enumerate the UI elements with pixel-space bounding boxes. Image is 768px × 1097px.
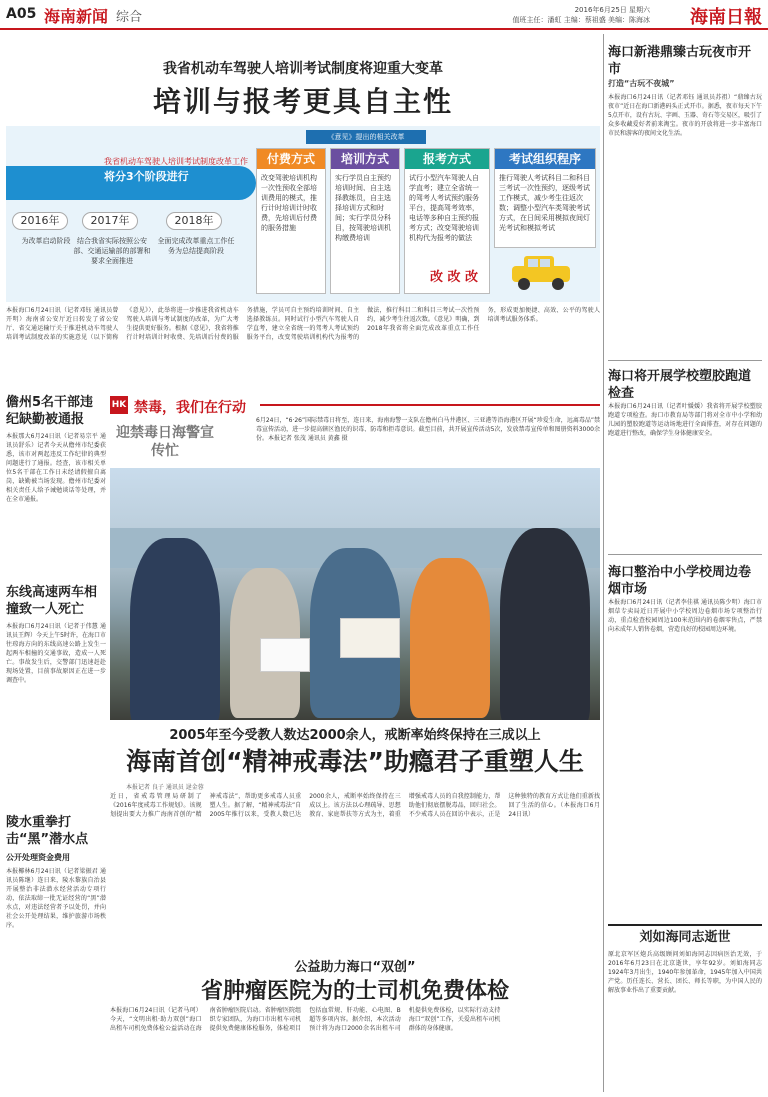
banner-title: 禁毒，我们在行动 <box>134 400 246 416</box>
brief-article <box>6 584 106 814</box>
right-article <box>608 564 762 914</box>
newspaper-logo: 海南日報 <box>690 7 762 28</box>
method-body: 实行学员自主预约培训时间、自主选择教练员，自主选择培训方式和时间；实行学员分科目，按驾驶培训机构缴费培训 <box>335 174 391 242</box>
leaflet <box>260 638 310 672</box>
right-article-title: 海口将开展学校塑胶跑道检查 <box>608 369 752 401</box>
year-pill-2016: 2016年 <box>12 212 68 230</box>
staff-credits: 值班主任：潘虹 主编：蔡祖盛 美编：陈海冰 <box>512 16 650 24</box>
phase-title: 我省机动车驾驶人培训考试制度改革工作 <box>104 157 248 166</box>
photo-person <box>500 528 590 720</box>
story2-deck: 2005年至今受教人数达2000余人，戒断率始终保持在三成以上 <box>169 728 541 743</box>
right-article <box>608 368 762 548</box>
year-note-2018: 全面完成改革重点工作任务为总结提高阶段 <box>157 237 235 255</box>
section-subtitle: 综合 <box>116 10 143 25</box>
story2-byline: 本报记者 良子 通讯员 逯金蓉 <box>126 784 204 791</box>
brief-title: 儋州5名干部违纪缺勤被通报 <box>6 395 94 427</box>
right-article-body: 本报海口6月24日讯（记者邓钰 通讯员苏祖）“鼎臻古玩夜市”近日在海口新港码头正式开市。据悉，夜市每天下午5点开市，设有古玩、字画、玉器、奇石等交易区，吸引了众多收藏爱好者前来淘宝。夜市的开放将进一步丰富海口市民和游客的夜间文化生活。 <box>608 94 762 137</box>
right-rule <box>608 554 762 555</box>
phase-main: 将分3个阶段进行 <box>104 170 189 183</box>
lead-headline: 培训与报考更具自主性 <box>152 85 453 118</box>
right-article-subtitle: 打造“古玩不夜城” <box>608 79 675 88</box>
right-rule <box>608 360 762 361</box>
brief-title: 陵水重拳打击“黑”潜水点 <box>6 815 89 847</box>
news-photo <box>110 468 600 720</box>
method-body: 推行驾驶人考试科目二和科目三考试一次性预约，逐级考试工作模式，减少考生往返次数；调整小型汽车类驾驶考试方式，在日间采用模拟夜间灯光考试和模拟考试 <box>499 174 590 232</box>
section-title: 海南新闻 <box>44 7 109 26</box>
obituary-title: 刘如海同志逝世 <box>608 924 762 946</box>
method-title: 考试组织程序 <box>495 149 595 169</box>
lead-kicker: 我省机动车驾驶人培训考试制度将迎重大变革 <box>163 61 443 77</box>
method-card-exam <box>494 148 596 248</box>
brief-body: 本报海口6月24日讯（记者于伟慧 通讯员王辉）今天上午5时许，在海口市往琼海方向的东线高速公路上发生一起两车相撞的交通事故，造成一人死亡。事故发生后，交警部门迅速赶赴现场处置，目前事故原因正在进一步调查中。 <box>6 623 106 684</box>
story3-deck: 公益助力海口“双创” <box>294 960 416 975</box>
photo-person <box>410 558 490 718</box>
issue-date: 2016年6月25日 星期六 <box>574 6 650 14</box>
banner-rule <box>260 404 600 406</box>
reform-stamp: 改 改 改 <box>430 270 479 285</box>
year-note-2017: 结合我省实际按照公安部、交通运输部的部署和要求全面推进 <box>73 237 151 265</box>
photo-side-title: 迎禁毒日海警宣传忙 <box>116 425 214 459</box>
column-divider <box>603 34 604 1092</box>
photo-caption: 6月24日，“6·26”国际禁毒日将至，连日来，海南海警一支队在儋州白马井港区、三亚港等沿海港区开展“珍爱生命，远离毒品”禁毒宣传活动，进一步提高辖区渔民的识毒、防毒和拒毒意识。截至目前，共开展宣传活动5次，发放禁毒宣传单和图册资料3000余份。本报记者 张茂 通讯员 黄鑫 摄 <box>256 417 600 442</box>
brief-subtitle: 公开处理资金费用 <box>6 853 70 862</box>
brief-article <box>6 394 106 584</box>
story2-headline: 海南首创“精神戒毒法”助瘾君子重塑人生 <box>126 747 584 776</box>
leaflet <box>340 618 400 658</box>
year-pill-2018: 2018年 <box>166 212 222 230</box>
brief-title: 东线高速两车相撞致一人死亡 <box>6 585 98 617</box>
story3-body: 本报海口6月24日讯（记者马珂）今天，“文明出租·助力双创”海口出租车司机免费体检公益活动在海南省肿瘤医院启动。省肿瘤医院组织专家团队，为海口市出租车司机提供免费健康体检服务，体检项目包括血常规、肝功能、心电图、B超等多项内容。据介绍，本次活动预计将为海口2000余名出租车司机提供免费体检，以实际行动支持海口“双创”工作，关爱出租车司机群体的身体健康。 <box>110 1007 501 1032</box>
method-body: 改变驾驶培训机构一次性预收全部培训费用的模式，推行计时培训计时收费，先培训后付费的服务措施 <box>261 174 317 232</box>
obituary-body: 原北京军区炮兵高级顾问刘如海同志因病医治无效，于2016年6月23日在北京逝世，享年92岁。刘如海同志1924年3月出生，1940年参加革命，1945年加入中国共产党。历任连长、营长、团长、师长等职，为中国人民的解放事业作出了重要贡献。 <box>608 951 762 994</box>
right-article-title: 海口整治中小学校周边卷烟市场 <box>608 565 752 597</box>
right-article-body: 本报海口6月24日讯（记者李佳祺 通讯员陈少明）海口市烟草专卖局近日开展中小学校周边卷烟市场专项整治行动，重点检查校园周边100米范围内的卷烟零售点，严禁向未成年人销售卷烟，营造良好的校园周边环境。 <box>608 599 762 633</box>
method-title: 付费方式 <box>257 149 325 169</box>
reform-infographic <box>6 126 600 302</box>
year-pill-2017: 2017年 <box>82 212 138 230</box>
brief-body: 本报椰林6月24日讯（记者梁振君 通讯员陈继）连日来，陵水黎族自治县开展整治非法潜水经营活动专项行动，依法取缔一批无证经营的“黑”潜水点，对违法经营者予以处罚，并向社会公开处理结果，维护旅游市场秩序。 <box>6 868 106 929</box>
method-card-payment <box>256 148 326 294</box>
anti-drug-banner <box>110 396 600 414</box>
brief-body: 本报那大6月24日讯（记者易宗平 通讯员舒乐）记者今天从儋州市纪委获悉，该市对两起违反工作纪律的典型问题进行了通报。经查，该市相关单位5名干部在工作日未经请假擅自离岗，缺勤被当场发现。儋州市纪委对相关责任人给予诫勉谈话等处理，并在全市通报。 <box>6 433 106 503</box>
method-title: 培训方式 <box>331 149 399 169</box>
right-article-title: 海口新港鼎臻古玩夜市开市 <box>608 45 752 77</box>
method-body: 试行小型汽车驾驶人自学直考；建立全省统一的驾考人考试预约服务平台，提高驾考效率，电话等多种自主预约报考方式；改变驾驶培训机构代为报考的做法 <box>409 174 479 242</box>
year-note-2016: 为改革启动阶段 <box>21 237 71 245</box>
photo-person <box>130 538 220 720</box>
lead-article-body: 本报海口6月24日讯（记者邓钰 通讯员曾开明）海南省公安厅近日转发了省公安厅、省交通运输厅关于推进机动车驾驶人培训考试制度改革的实施意见（以下简称《意见》），此举将进一步推进我省机动车驾驶人培训与考试制度的改革，为广大考生提供更好服务。根据《意见》，我省将推行计时培训计时收费、先培训后付费的服务措施，学员可自主预约培训时间、自主选择教练员。同时试行小型汽车驾驶人自学直考，建立全省统一的驾考人考试预约服务平台，改变驾驶培训机构代为报考的做法，推行科目二和科目三考试一次性预约，减少考生往返次数。《意见》明确，到2018年我省将全面完成改革重点工作任务，形成更加便捷、高效、公平的驾驶人培训考试服务体系。 <box>6 307 600 341</box>
story3-headline: 省肿瘤医院为的士司机免费体检 <box>200 979 509 1004</box>
left-briefs-column <box>6 394 106 1097</box>
story2-body: 近日，省戒毒管理局研制了《2016年度戒毒工作规划》。该规划提出要大力推广海南首创的“精神戒毒法”，帮助更多戒毒人员重塑人生。据了解，“精神戒毒法”自2005年推行以来，受教人数已达2000余人，戒断率始终保持在三成以上。该方法以心理疏导、思想教育、家庭帮扶等方式为主，着重增强戒毒人员的自我控制能力，帮助他们彻底摆脱毒品，回归社会。不少戒毒人员在回访中表示，正是这种独特的教育方式让他们重新找回了生活的信心。（本报海口6月24日讯） <box>110 793 600 818</box>
car-icon <box>506 252 576 292</box>
right-article-body: 本报海口6月24日讯（记者叶媛媛）我省将开展学校塑胶跑道专项检查。海口市教育局等部门将对全市中小学和幼儿园的塑胶跑道等运动场地进行全面排查，对存在问题的跑道进行整改，确保学生身体健康安全。 <box>608 403 762 437</box>
page-number: A05 <box>6 6 37 22</box>
hk-logo-icon: HK <box>110 396 128 414</box>
edition-info <box>500 5 650 25</box>
obituary <box>608 924 762 1092</box>
method-title: 报考方式 <box>405 149 489 169</box>
method-card-training <box>330 148 400 294</box>
right-article <box>608 44 762 354</box>
masthead <box>0 0 768 30</box>
infographic-doc-title: 《意见》提出的相关改革 <box>306 130 426 144</box>
brief-article <box>6 814 106 1097</box>
